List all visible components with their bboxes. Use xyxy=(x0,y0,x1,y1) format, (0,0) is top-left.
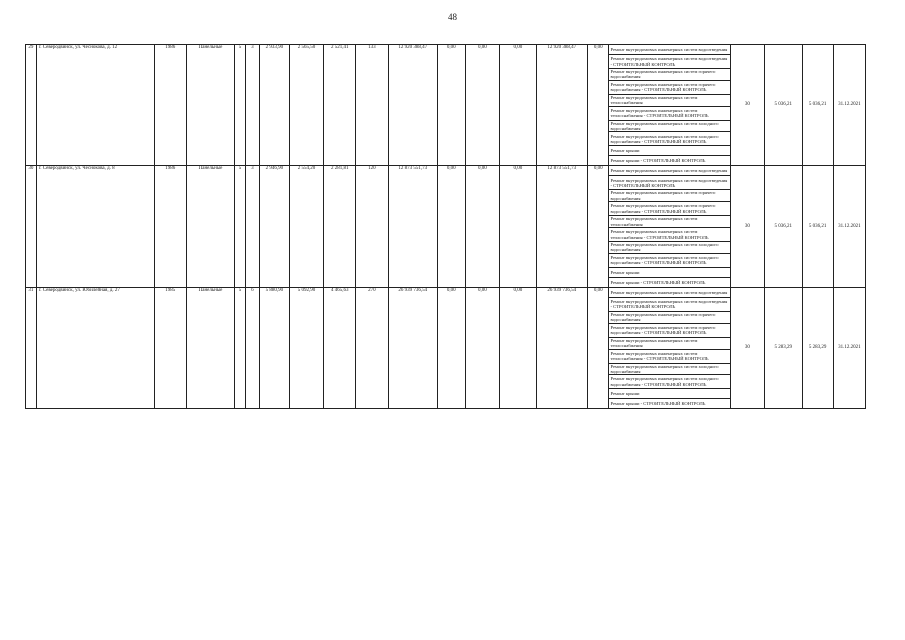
work-type-cell: Ремонт внутридомовых инженерных систем горячего водоснабжения - СТРОИТЕЛЬНЫЙ КОНТРОЛЬ xyxy=(609,323,730,337)
row-number: 31 xyxy=(26,287,37,408)
living-area-cell: 2 554,20 xyxy=(289,166,323,287)
year-cell: 1985 xyxy=(154,287,186,408)
work-type-cell: Ремонт внутридомовых инженерных систем теплоснабжения xyxy=(609,337,730,349)
municipal-cost-cell: 0,00 xyxy=(500,287,536,408)
work-type-cell: Ремонт крыши - СТРОИТЕЛЬНЫЙ КОНТРОЛЬ xyxy=(609,399,730,409)
deadline-cell: 31.12.2021 xyxy=(833,166,865,287)
floors-cell: 5 xyxy=(235,45,246,166)
table-row xyxy=(26,287,866,297)
work-type-cell: Ремонт внутридомовых инженерных систем водоотведения - СТРОИТЕЛЬНЫЙ КОНТРОЛЬ xyxy=(609,55,730,69)
total-area-cell: 2 946,90 xyxy=(259,166,289,287)
private-area-cell: 2 281,81 xyxy=(324,166,356,287)
page-number: 48 xyxy=(448,12,457,22)
other-cost-cell: 0,00 xyxy=(588,287,609,408)
work-type-cell: Ремонт внутридомовых инженерных систем горячего водоснабжения - СТРОИТЕЛЬНЫЙ КОНТРОЛЬ xyxy=(609,202,730,216)
entrances-cell: 6 xyxy=(245,287,259,408)
row-number: 29 xyxy=(26,45,37,166)
group-cell: 30 xyxy=(730,166,764,287)
work-type-cell: Ремонт внутридомовых инженерных систем холодного водоснабжения xyxy=(609,120,730,132)
fund-cost-cell: 0,00 xyxy=(437,287,465,408)
region-cost-cell: 0,00 xyxy=(465,287,499,408)
wall-material-cell: Панельные xyxy=(186,166,234,287)
entrances-cell: 3 xyxy=(245,166,259,287)
work-type-cell: Ремонт крыши xyxy=(609,146,730,156)
owners-cost-cell: 12 873 551,73 xyxy=(536,166,587,287)
limit-cost-cell: 5 283,29 xyxy=(802,287,833,408)
other-cost-cell: 0,00 xyxy=(588,166,609,287)
residents-cell: 270 xyxy=(356,287,388,408)
unit-cost-cell: 5 036,21 xyxy=(765,45,803,166)
work-type-cell: Ремонт внутридомовых инженерных систем теплоснабжения xyxy=(609,94,730,106)
other-cost-cell: 0,00 xyxy=(588,45,609,166)
work-type-cell: Ремонт крыши xyxy=(609,267,730,277)
entrances-cell: 3 xyxy=(245,45,259,166)
table-row xyxy=(26,45,866,55)
total-area-cell: 5 880,90 xyxy=(259,287,289,408)
owners-cost-cell: 26 939 736,54 xyxy=(536,287,587,408)
work-type-cell: Ремонт крыши - СТРОИТЕЛЬНЫЙ КОНТРОЛЬ xyxy=(609,277,730,287)
capital-repair-table xyxy=(25,44,866,409)
work-type-cell: Ремонт внутридомовых инженерных систем холодного водоснабжения - СТРОИТЕЛЬНЫЙ КОНТРОЛЬ xyxy=(609,253,730,267)
work-type-cell: Ремонт внутридомовых инженерных систем водоотведения - СТРОИТЕЛЬНЫЙ КОНТРОЛЬ xyxy=(609,176,730,190)
work-type-cell: Ремонт внутридомовых инженерных систем водоотведения xyxy=(609,287,730,297)
address-cell: г. Северодвинск, ул. Юбилейная, д. 27 xyxy=(36,287,154,408)
work-type-cell: Ремонт внутридомовых инженерных систем горячего водоснабжения xyxy=(609,69,730,81)
living-area-cell: 5 092,90 xyxy=(289,287,323,408)
total-cost-cell: 12 920 388,47 xyxy=(388,45,437,166)
row-number: 30 xyxy=(26,166,37,287)
work-type-cell: Ремонт внутридомовых инженерных систем теплоснабжения - СТРОИТЕЛЬНЫЙ КОНТРОЛЬ xyxy=(609,349,730,363)
total-area-cell: 2 933,90 xyxy=(259,45,289,166)
work-type-cell: Ремонт внутридомовых инженерных систем теплоснабжения - СТРОИТЕЛЬНЫЙ КОНТРОЛЬ xyxy=(609,228,730,242)
residents-cell: 133 xyxy=(356,45,388,166)
total-cost-cell: 12 873 551,73 xyxy=(388,166,437,287)
group-cell: 30 xyxy=(730,45,764,166)
unit-cost-cell: 5 036,21 xyxy=(765,166,803,287)
address-cell: г. Северодвинск, ул. Чеснокова, д. 8 xyxy=(36,166,154,287)
region-cost-cell: 0,00 xyxy=(465,166,499,287)
work-type-cell: Ремонт внутридомовых инженерных систем водоотведения - СТРОИТЕЛЬНЫЙ КОНТРОЛЬ xyxy=(609,297,730,311)
limit-cost-cell: 5 036,21 xyxy=(802,45,833,166)
municipal-cost-cell: 0,00 xyxy=(500,166,536,287)
floors-cell: 5 xyxy=(235,287,246,408)
work-type-cell: Ремонт внутридомовых инженерных систем горячего водоснабжения xyxy=(609,190,730,202)
private-area-cell: 4 465,63 xyxy=(324,287,356,408)
work-type-cell: Ремонт внутридомовых инженерных систем холодного водоснабжения - СТРОИТЕЛЬНЫЙ КОНТРОЛЬ xyxy=(609,132,730,146)
municipal-cost-cell: 0,00 xyxy=(500,45,536,166)
year-cell: 1986 xyxy=(154,45,186,166)
work-type-cell: Ремонт внутридомовых инженерных систем водоотведения xyxy=(609,166,730,176)
total-cost-cell: 26 939 736,54 xyxy=(388,287,437,408)
wall-material-cell: Панельные xyxy=(186,45,234,166)
work-type-cell: Ремонт внутридомовых инженерных систем теплоснабжения - СТРОИТЕЛЬНЫЙ КОНТРОЛЬ xyxy=(609,106,730,120)
work-type-cell: Ремонт внутридомовых инженерных систем горячего водоснабжения - СТРОИТЕЛЬНЫЙ КОНТРОЛЬ xyxy=(609,80,730,94)
private-area-cell: 2 521,41 xyxy=(324,45,356,166)
deadline-cell: 31.12.2021 xyxy=(833,287,865,408)
region-cost-cell: 0,00 xyxy=(465,45,499,166)
owners-cost-cell: 12 920 388,47 xyxy=(536,45,587,166)
address-cell: г. Северодвинск, ул. Чеснокова, д. 12 xyxy=(36,45,154,166)
work-type-cell: Ремонт внутридомовых инженерных систем холодного водоснабжения - СТРОИТЕЛЬНЫЙ КОНТРОЛЬ xyxy=(609,375,730,389)
work-type-cell: Ремонт внутридомовых инженерных систем водоотведения xyxy=(609,45,730,55)
work-type-cell: Ремонт крыши - СТРОИТЕЛЬНЫЙ КОНТРОЛЬ xyxy=(609,156,730,166)
work-type-cell: Ремонт внутридомовых инженерных систем теплоснабжения xyxy=(609,216,730,228)
work-type-cell: Ремонт внутридомовых инженерных систем горячего водоснабжения xyxy=(609,311,730,323)
floors-cell: 5 xyxy=(235,166,246,287)
table-row xyxy=(26,166,866,176)
fund-cost-cell: 0,00 xyxy=(437,45,465,166)
work-type-cell: Ремонт внутридомовых инженерных систем холодного водоснабжения xyxy=(609,242,730,254)
living-area-cell: 2 565,50 xyxy=(289,45,323,166)
work-type-cell: Ремонт внутридомовых инженерных систем холодного водоснабжения xyxy=(609,363,730,375)
group-cell: 30 xyxy=(730,287,764,408)
residents-cell: 120 xyxy=(356,166,388,287)
work-type-cell: Ремонт крыши xyxy=(609,389,730,399)
wall-material-cell: Панельные xyxy=(186,287,234,408)
fund-cost-cell: 0,00 xyxy=(437,166,465,287)
year-cell: 1986 xyxy=(154,166,186,287)
unit-cost-cell: 5 283,29 xyxy=(765,287,803,408)
deadline-cell: 31.12.2021 xyxy=(833,45,865,166)
limit-cost-cell: 5 036,21 xyxy=(802,166,833,287)
